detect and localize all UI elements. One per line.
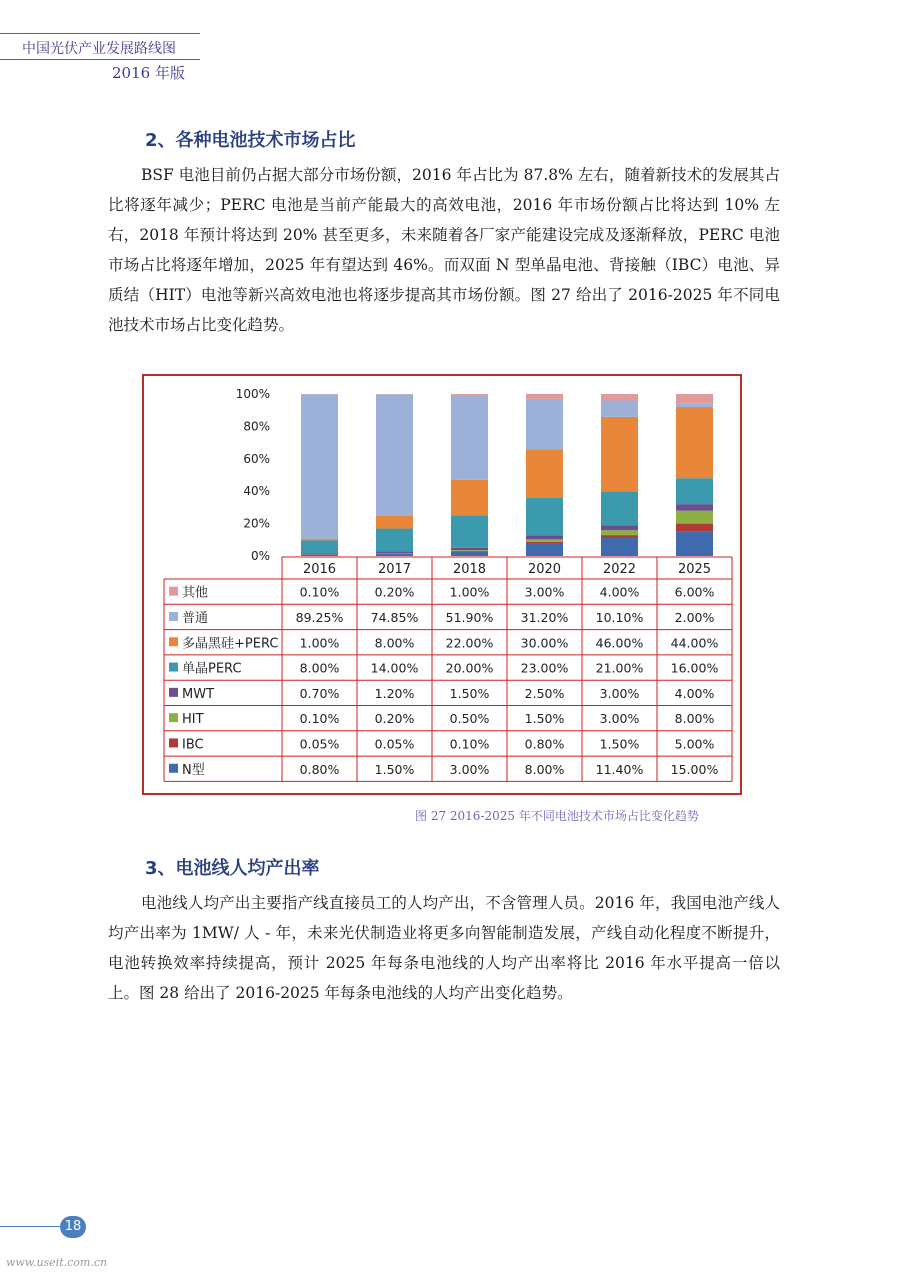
bar-segment <box>601 535 638 537</box>
bar-segment <box>601 525 638 530</box>
table-cell: 51.90% <box>445 609 494 625</box>
bar-segment <box>676 504 713 510</box>
header-rule <box>0 59 200 60</box>
chart-figure <box>142 374 742 795</box>
bar-segment <box>301 540 338 553</box>
legend-entry: 单晶PERC <box>182 661 242 677</box>
bar-segment <box>526 449 563 498</box>
page-number: 18 <box>60 1216 86 1238</box>
legend-entry: N型 <box>182 762 205 778</box>
table-cell: 8.00% <box>299 660 340 676</box>
legend-entry: 多晶黑硅+PERC <box>182 636 279 652</box>
legend-entry: 普通 <box>182 610 209 626</box>
table-cell: 8.00% <box>674 711 715 727</box>
bar-segment <box>376 394 413 515</box>
x-tick-label: 2017 <box>377 562 412 577</box>
footer-url: www.useit.com.cn <box>6 1256 108 1269</box>
bar-segment <box>526 543 563 556</box>
table-cell: 23.00% <box>520 660 569 676</box>
footer-rule <box>0 1226 60 1227</box>
table-cell: 46.00% <box>595 635 644 651</box>
section-heading-output-rate: 3、电池线人均产出率 <box>145 858 320 879</box>
table-cell: 2.50% <box>524 685 565 701</box>
bar-segment <box>601 417 638 492</box>
table-cell: 10.10% <box>595 609 644 625</box>
legend-swatch <box>169 587 178 596</box>
bar-segment <box>376 516 413 529</box>
x-tick-label: 2022 <box>602 562 637 577</box>
bar-segment <box>601 491 638 525</box>
bar-segment <box>526 539 563 541</box>
table-cell: 1.50% <box>524 711 565 727</box>
y-tick-label: 100% <box>235 387 270 401</box>
bar-segment <box>676 478 713 504</box>
table-cell: 44.00% <box>670 635 719 651</box>
legend-entry: MWT <box>182 686 215 702</box>
market-share-paragraph: BSF 电池目前仍占据大部分市场份额，2016 年占比为 87.8% 左右，随着新技术的发展其占比将逐年减少；PERC 电池是当前产能最大的高效电池，2016 年市场份额占比将达到 10% 左右，2018 年预计将达到 20% 甚至更多，未来随着各厂家产能建设完成及逐渐释放，PERC 电池市场占比将逐年增加，2025 年有望达到 46%。而双面 N 型单晶电池、背接触（IBC）电池、异质结（HIT）电池等新兴高效电池也将逐步提高其市场份额。图 27 给出了 2016-2025 年不同电池技术市场占比变化趋势。 <box>108 166 780 334</box>
table-cell: 8.00% <box>374 635 415 651</box>
table-cell: 0.70% <box>299 685 340 701</box>
table-cell: 1.50% <box>374 761 415 777</box>
header-title: 中国光伏产业发展路线图 <box>22 41 176 57</box>
table-cell: 0.80% <box>524 736 565 752</box>
bar-segment <box>676 394 713 404</box>
legend-swatch <box>169 764 178 773</box>
table-cell: 1.50% <box>449 685 490 701</box>
table-cell: 0.05% <box>299 736 340 752</box>
bar-segment <box>601 400 638 416</box>
table-cell: 3.00% <box>449 761 490 777</box>
bar-segment <box>676 524 713 532</box>
table-cell: 11.40% <box>595 761 644 777</box>
table-cell: 8.00% <box>524 761 565 777</box>
table-cell: 1.20% <box>374 685 415 701</box>
header-rule-top <box>0 33 200 34</box>
bar-segment <box>676 532 713 556</box>
bar-segment <box>526 542 563 543</box>
table-cell: 74.85% <box>370 609 419 625</box>
bar-segment <box>526 535 563 539</box>
table-cell: 1.00% <box>449 584 490 600</box>
y-tick-label: 40% <box>243 484 270 499</box>
table-cell: 0.10% <box>449 736 490 752</box>
legend-swatch <box>169 713 178 722</box>
x-tick-label: 2016 <box>302 562 337 577</box>
bar-segment <box>526 399 563 450</box>
bar-segment <box>301 555 338 556</box>
table-cell: 22.00% <box>445 635 494 651</box>
x-tick-label: 2025 <box>677 562 712 577</box>
legend-swatch <box>169 612 178 621</box>
table-cell: 0.10% <box>299 711 340 727</box>
bar-segment <box>301 539 338 541</box>
table-cell: 1.00% <box>299 635 340 651</box>
table-cell: 14.00% <box>370 660 419 676</box>
bar-segment <box>301 394 338 539</box>
y-tick-label: 80% <box>243 419 270 434</box>
section-heading-market-share: 2、各种电池技术市场占比 <box>145 130 356 151</box>
bar-segment <box>451 396 488 480</box>
table-cell: 3.00% <box>599 685 640 701</box>
bar-segment <box>376 551 413 553</box>
bar-segment <box>376 554 413 556</box>
table-cell: 0.50% <box>449 711 490 727</box>
bar-segment <box>451 480 488 516</box>
legend-entry: IBC <box>182 737 204 753</box>
table-cell: 1.50% <box>599 736 640 752</box>
bar-segment <box>301 553 338 554</box>
y-tick-label: 0% <box>250 549 270 563</box>
bar-segment <box>676 511 713 524</box>
bar-segment <box>601 538 638 556</box>
table-cell: 4.00% <box>674 685 715 701</box>
bar-segment <box>451 394 488 396</box>
y-tick-label: 60% <box>243 451 270 466</box>
y-tick-label: 20% <box>243 516 270 531</box>
table-cell: 31.20% <box>520 609 569 625</box>
table-cell: 3.00% <box>524 584 565 600</box>
bar-segment <box>526 498 563 535</box>
bar-segment <box>451 548 488 550</box>
table-cell: 15.00% <box>670 761 719 777</box>
table-cell: 30.00% <box>520 635 569 651</box>
table-cell: 0.05% <box>374 736 415 752</box>
table-cell: 16.00% <box>670 660 719 676</box>
bar-segment <box>526 394 563 399</box>
legend-swatch <box>169 637 178 646</box>
legend-swatch <box>169 688 178 697</box>
bar-segment <box>676 407 713 478</box>
legend-entry: HIT <box>182 712 204 728</box>
bar-segment <box>451 550 488 551</box>
figure-caption: 图 27 2016-2025 年不同电池技术市场占比变化趋势 <box>415 809 699 823</box>
bar-segment <box>601 530 638 535</box>
x-tick-label: 2018 <box>452 562 487 577</box>
table-cell: 3.00% <box>599 711 640 727</box>
bar-segment <box>451 515 488 547</box>
table-cell: 0.20% <box>374 711 415 727</box>
table-cell: 5.00% <box>674 736 715 752</box>
table-cell: 0.20% <box>374 584 415 600</box>
table-cell: 6.00% <box>674 584 715 600</box>
table-cell: 21.00% <box>595 660 644 676</box>
table-cell: 0.80% <box>299 761 340 777</box>
legend-entry: 其他 <box>182 585 209 601</box>
x-tick-label: 2020 <box>527 562 562 577</box>
bar-segment <box>676 404 713 407</box>
bar-segment <box>376 529 413 552</box>
header-edition: 2016 年版 <box>112 64 185 82</box>
table-cell: 20.00% <box>445 660 494 676</box>
legend-swatch <box>169 663 178 672</box>
output-rate-paragraph: 电池线人均产出主要指产线直接员工的人均产出，不含管理人员。2016 年，我国电池产线人均产出率为 1MW/ 人 - 年，未来光伏制造业将更多向智能制造发展，产线自动化程度不断提升，电池转换效率持续提高，预计 2025 年每条电池线的人均产出率将比 2016 年水平提高一倍以上。图 28 给出了 2016-2025 年每条电池线的人均产出变化趋势。 <box>108 894 780 1002</box>
legend-swatch <box>169 738 178 747</box>
bar-segment <box>601 394 638 400</box>
table-cell: 2.00% <box>674 609 715 625</box>
table-cell: 0.10% <box>299 584 340 600</box>
bar-segment <box>451 551 488 556</box>
table-cell: 4.00% <box>599 584 640 600</box>
table-cell: 89.25% <box>295 609 344 625</box>
stacked-bar-chart <box>144 376 740 793</box>
